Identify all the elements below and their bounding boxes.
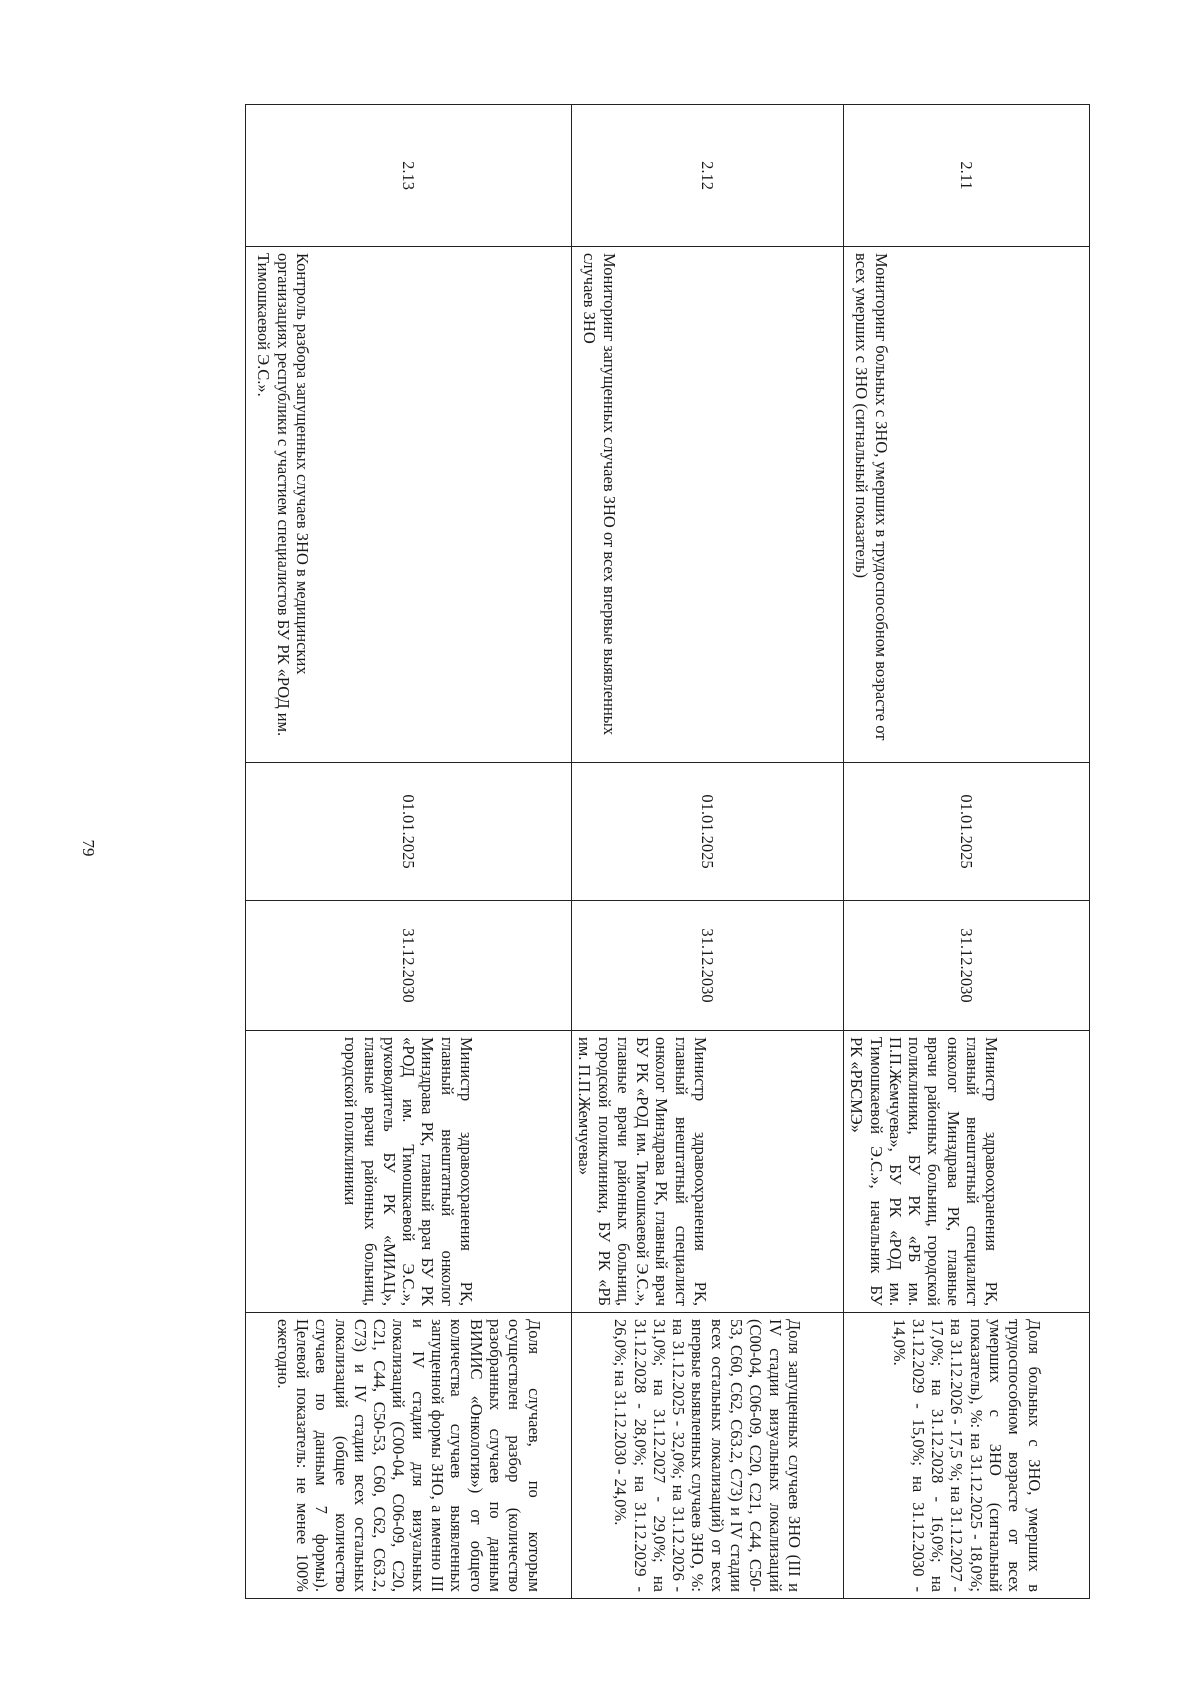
activity-name: Мониторинг запущенных случаев ЗНО от всех впервые выявленных случаев ЗНО <box>572 247 844 763</box>
table-row <box>572 105 844 1599</box>
row-number: 2.13 <box>246 105 572 247</box>
row-number: 2.12 <box>572 105 844 247</box>
end-date: 31.12.2030 <box>246 901 572 1031</box>
table-row <box>844 105 1090 1599</box>
plan-table-rotated <box>246 104 1090 1598</box>
target-indicator: Доля запущенных случаев ЗНО (III и IV стадии визуальных локализаций (С00-04, С06-09, С20, С21, С44, С50-53, С60, С62, С63.2, С73) и IV стадии всех остальных локализаций) от всех впервые выявленных случаев ЗНО, %: на 31.12.2025 - 32,0%; на 31.12.2026 - 31,0%; на 31.12.2027 - 29,0%; на 31.12.2028 - 28,0%; на 31.12.2029 - 26,0%; на 31.12.2030 - 24,0%. <box>572 1313 844 1599</box>
row-number: 2.11 <box>844 105 1090 247</box>
end-date: 31.12.2030 <box>844 901 1090 1031</box>
responsible-persons: Министр здравоохранения РК, главный внештатный специалист онколог Минздрава РК, главные врачи районных больниц, городской поликлиники, БУ РК «РБ им. П.П.Жемчуева», БУ РК «РОД им. Тимошкаевой Э.С.», начальник БУ РК «РБСМЭ» <box>844 1031 1090 1313</box>
plan-table <box>245 104 1090 1599</box>
target-indicator: Доля случаев, по которым осуществлен разбор (количество разобранных случаев по данным ВИМИС «Онкология») от общего количества случаев выявленных запущенной формы ЗНО, а именно III и IV стадии для визуальных локализаций (С00-04, С06-09, С20, С21, С44, С50-53, С60, С62, С63.2, С73) и IV стадии всех остальных локализаций (общее количество случаев по данным 7 формы). Целевой показатель: не менее 100% ежегодно. <box>246 1313 572 1599</box>
start-date: 01.01.2025 <box>844 763 1090 901</box>
page-number: 79 <box>79 839 98 857</box>
activity-name: Контроль разбора запущенных случаев ЗНО в медицинских организациях республики с участием специалистов БУ РК «РОД им. Тимошкаевой Э.С.». <box>246 247 572 763</box>
target-indicator: Доля больных с ЗНО, умерших в трудоспособном возрасте от всех умерших с ЗНО (сигнальный показатель), %: на 31.12.2025 - 18,0%; на 31.12.2026 - 17,5 %; на 31.12.2027 - 17,0%; на 31.12.2028 - 16,0%; на 31.12.2029 - 15,0%; на 31.12.2030 - 14,0%. <box>844 1313 1090 1599</box>
activity-name: Мониторинг больных с ЗНО, умерших в трудоспособном возрасте от всех умерших с ЗНО (сигнальный показатель) <box>844 247 1090 763</box>
start-date: 01.01.2025 <box>246 763 572 901</box>
responsible-persons: Министр здравоохранения РК, главный внештатный специалист онколог Минздрава РК, главный врач БУ РК «РОД им. Тимошкаевой Э.С.», главные врачи районных больниц, городской поликлиники, БУ РК «РБ им. П.П.Жемчуева» <box>572 1031 844 1313</box>
table-row <box>246 105 572 1599</box>
end-date: 31.12.2030 <box>572 901 844 1031</box>
start-date: 01.01.2025 <box>572 763 844 901</box>
responsible-persons: Министр здравоохранения РК, главный внештатный онколог Минздрава РК, главный врач БУ РК «РОД им. Тимошкаевой Э.С.», руководитель БУ РК «МИАЦ», главные врачи районных больниц, городской поликлиники <box>246 1031 572 1313</box>
